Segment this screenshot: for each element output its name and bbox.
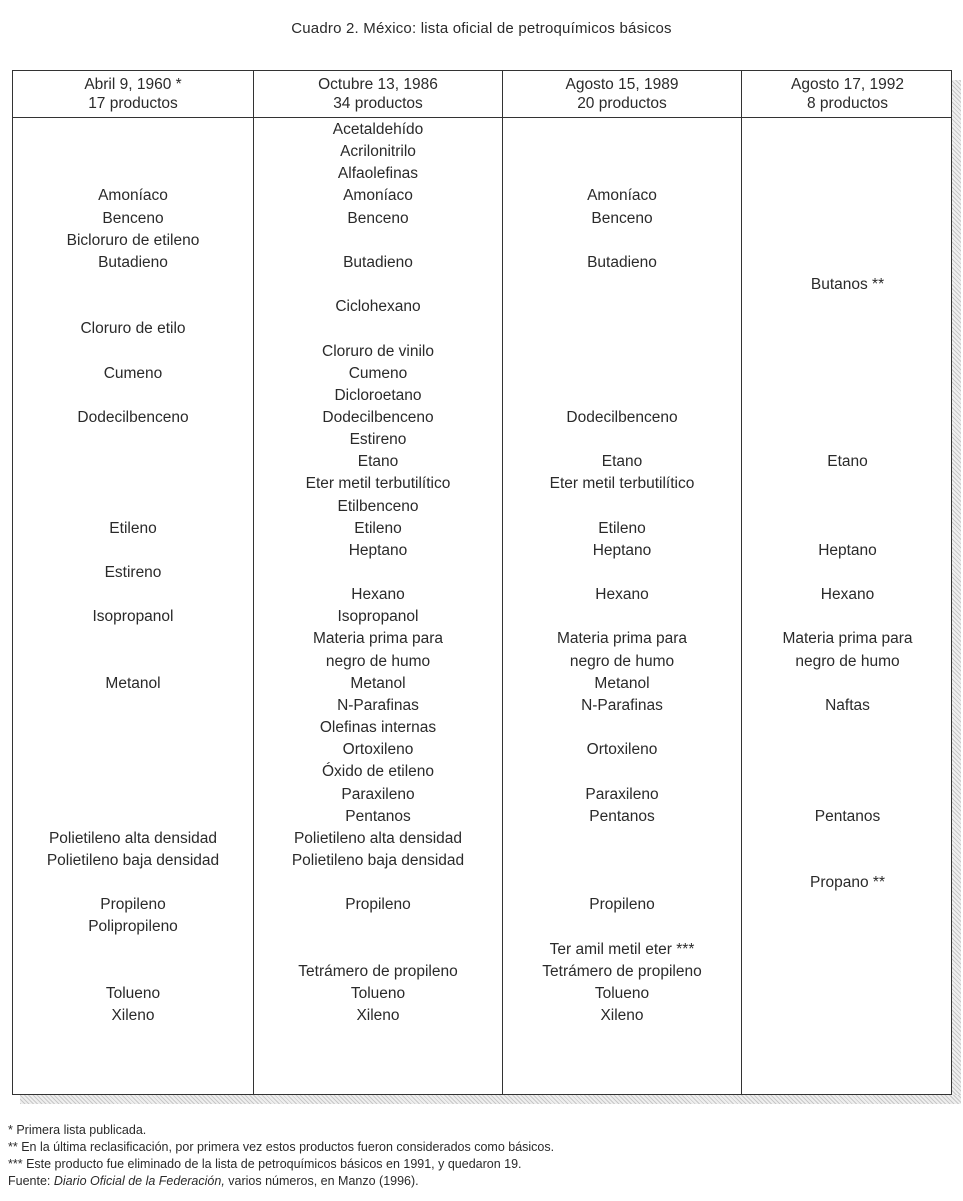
column-date: Agosto 17, 1992 <box>791 76 904 93</box>
source-rest: varios números, en Manzo (1996). <box>224 1174 419 1188</box>
product-cell: Tolueno <box>594 984 650 1002</box>
source-note <box>8 1173 554 1190</box>
product-cell: Acetaldehído <box>332 121 424 138</box>
product-cell: Paraxileno <box>585 785 659 803</box>
column-header <box>742 71 953 117</box>
products-table <box>12 70 952 1095</box>
product-cell: Xileno <box>356 1007 400 1024</box>
product-cell: Benceno <box>591 209 653 227</box>
product-cell: Dodecilbenceno <box>322 408 434 426</box>
product-cell: Materia prima para <box>556 630 688 648</box>
column-header <box>503 71 741 117</box>
product-cell: Isopropanol <box>337 608 419 626</box>
product-cell: Isopropanol <box>92 608 174 626</box>
column-header <box>13 71 253 117</box>
product-cell: negro de humo <box>325 652 431 670</box>
source-title: Diario Oficial de la Federación, <box>53 1174 225 1188</box>
column-date: Octubre 13, 1986 <box>318 76 438 93</box>
product-cell: Amoníaco <box>587 187 657 205</box>
column-count: 34 productos <box>333 95 423 112</box>
product-cell: Materia prima para <box>312 630 444 648</box>
column-1989 <box>503 71 741 1024</box>
product-cell: Pentanos <box>345 807 411 825</box>
product-cell: Propileno <box>100 896 166 914</box>
product-cell: Polietileno baja densidad <box>291 851 465 869</box>
product-cell: Estireno <box>349 431 407 449</box>
column-date: Abril 9, 1960 * <box>84 76 182 93</box>
product-cell: Eter metil terbutilítico <box>305 475 451 493</box>
product-cell: Dodecilbenceno <box>566 408 678 426</box>
product-cell: Ortoxileno <box>342 741 414 759</box>
product-cell: Dodecilbenceno <box>77 408 189 426</box>
product-cell: Butadieno <box>343 253 413 271</box>
product-cell: Óxido de etileno <box>321 763 435 781</box>
product-cell: Materia prima para <box>782 630 913 648</box>
product-cell: Naftas <box>825 696 870 714</box>
product-cell: Heptano <box>818 541 877 559</box>
product-cell: Tolueno <box>350 984 406 1002</box>
product-cell: Pentanos <box>814 807 881 825</box>
footnote-3: *** Este producto fue eliminado de la lista de petroquímicos básicos en 1991, y quedaron 19. <box>8 1157 522 1171</box>
product-cell: N-Parafinas <box>337 696 419 714</box>
table-title: Cuadro 2. México: lista oficial de petroquímicos básicos <box>291 20 672 37</box>
product-cell: Paraxileno <box>341 785 415 803</box>
product-cell: Etileno <box>109 519 157 537</box>
product-cell: Ortoxileno <box>586 741 658 759</box>
product-cell: Propano ** <box>810 874 885 892</box>
product-cell: Cumeno <box>348 364 408 382</box>
product-cell: Metanol <box>105 674 161 692</box>
product-cell: Alfaolefinas <box>337 165 419 183</box>
product-cell: Polietileno alta densidad <box>293 829 463 847</box>
product-cell: Benceno <box>347 209 409 227</box>
product-cell: Etano <box>357 453 399 471</box>
product-cell: Butadieno <box>98 253 168 271</box>
product-cell: Estireno <box>104 564 162 581</box>
product-cell: Xileno <box>600 1007 644 1024</box>
header-divider <box>13 117 951 118</box>
product-cell: Acrilonitrilo <box>340 143 416 161</box>
product-cell: Butadieno <box>587 253 657 271</box>
table-shadow-bottom <box>20 1095 961 1104</box>
footnotes <box>8 1122 554 1190</box>
product-cell: Butanos ** <box>810 276 885 294</box>
column-count: 17 productos <box>88 95 178 112</box>
product-cell: Tetrámero de propileno <box>542 962 702 980</box>
column-1992 <box>742 71 953 892</box>
product-cell: Eter metil terbutilítico <box>549 475 695 493</box>
product-cell: Metanol <box>350 674 406 692</box>
product-cell: Polietileno alta densidad <box>48 829 218 847</box>
table-shadow-right <box>952 80 961 1104</box>
product-cell: Ter amil metil eter *** <box>549 940 695 958</box>
product-cell: Xileno <box>111 1007 155 1024</box>
product-cell: negro de humo <box>795 652 900 670</box>
column-header <box>254 71 502 117</box>
product-cell: Benceno <box>102 209 164 227</box>
product-cell: Olefinas internas <box>319 719 437 737</box>
product-cell: negro de humo <box>569 652 675 670</box>
product-cell: Etileno <box>354 519 402 537</box>
product-cell: Amoníaco <box>343 187 413 205</box>
product-cell: Hexano <box>820 586 875 604</box>
product-cell: Heptano <box>348 541 408 559</box>
product-cell: N-Parafinas <box>581 696 663 714</box>
product-cell: Pentanos <box>589 807 655 825</box>
column-count: 8 productos <box>807 95 888 112</box>
column-count: 20 productos <box>577 95 667 112</box>
product-cell: Hexano <box>351 586 405 604</box>
column-1960 <box>13 71 253 1024</box>
source-prefix: Fuente: <box>8 1174 54 1188</box>
product-cell: Amoníaco <box>98 187 168 205</box>
product-cell: Etano <box>827 453 868 471</box>
product-cell: Metanol <box>594 674 650 692</box>
product-cell: Polipropileno <box>88 918 178 936</box>
product-cell: Etilbenceno <box>337 497 419 515</box>
product-cell: Tetrámero de propileno <box>298 962 458 980</box>
product-cell: Propileno <box>589 896 655 914</box>
product-cell: Heptano <box>592 541 652 559</box>
product-cell: Ciclohexano <box>335 298 421 316</box>
product-cell: Cumeno <box>103 364 163 382</box>
product-cell: Propileno <box>345 896 411 914</box>
product-cell: Etano <box>601 453 643 471</box>
footnote-2: ** En la última reclasificación, por primera vez estos productos fueron considerados como básicos. <box>8 1140 555 1154</box>
product-cell: Bicloruro de etileno <box>66 231 200 249</box>
product-cell: Dicloroetano <box>334 386 422 404</box>
column-1986 <box>254 71 502 1024</box>
product-cell: Cloruro de etilo <box>80 320 186 338</box>
column-date: Agosto 15, 1989 <box>565 76 679 93</box>
product-cell: Polietileno baja densidad <box>46 851 220 869</box>
product-cell: Etileno <box>598 519 646 537</box>
product-cell: Cloruro de vinilo <box>322 342 434 360</box>
product-cell: Hexano <box>595 586 649 604</box>
column-divider <box>741 71 742 1094</box>
product-cell: Tolueno <box>105 984 161 1002</box>
footnote-1: * Primera lista publicada. <box>8 1123 147 1137</box>
